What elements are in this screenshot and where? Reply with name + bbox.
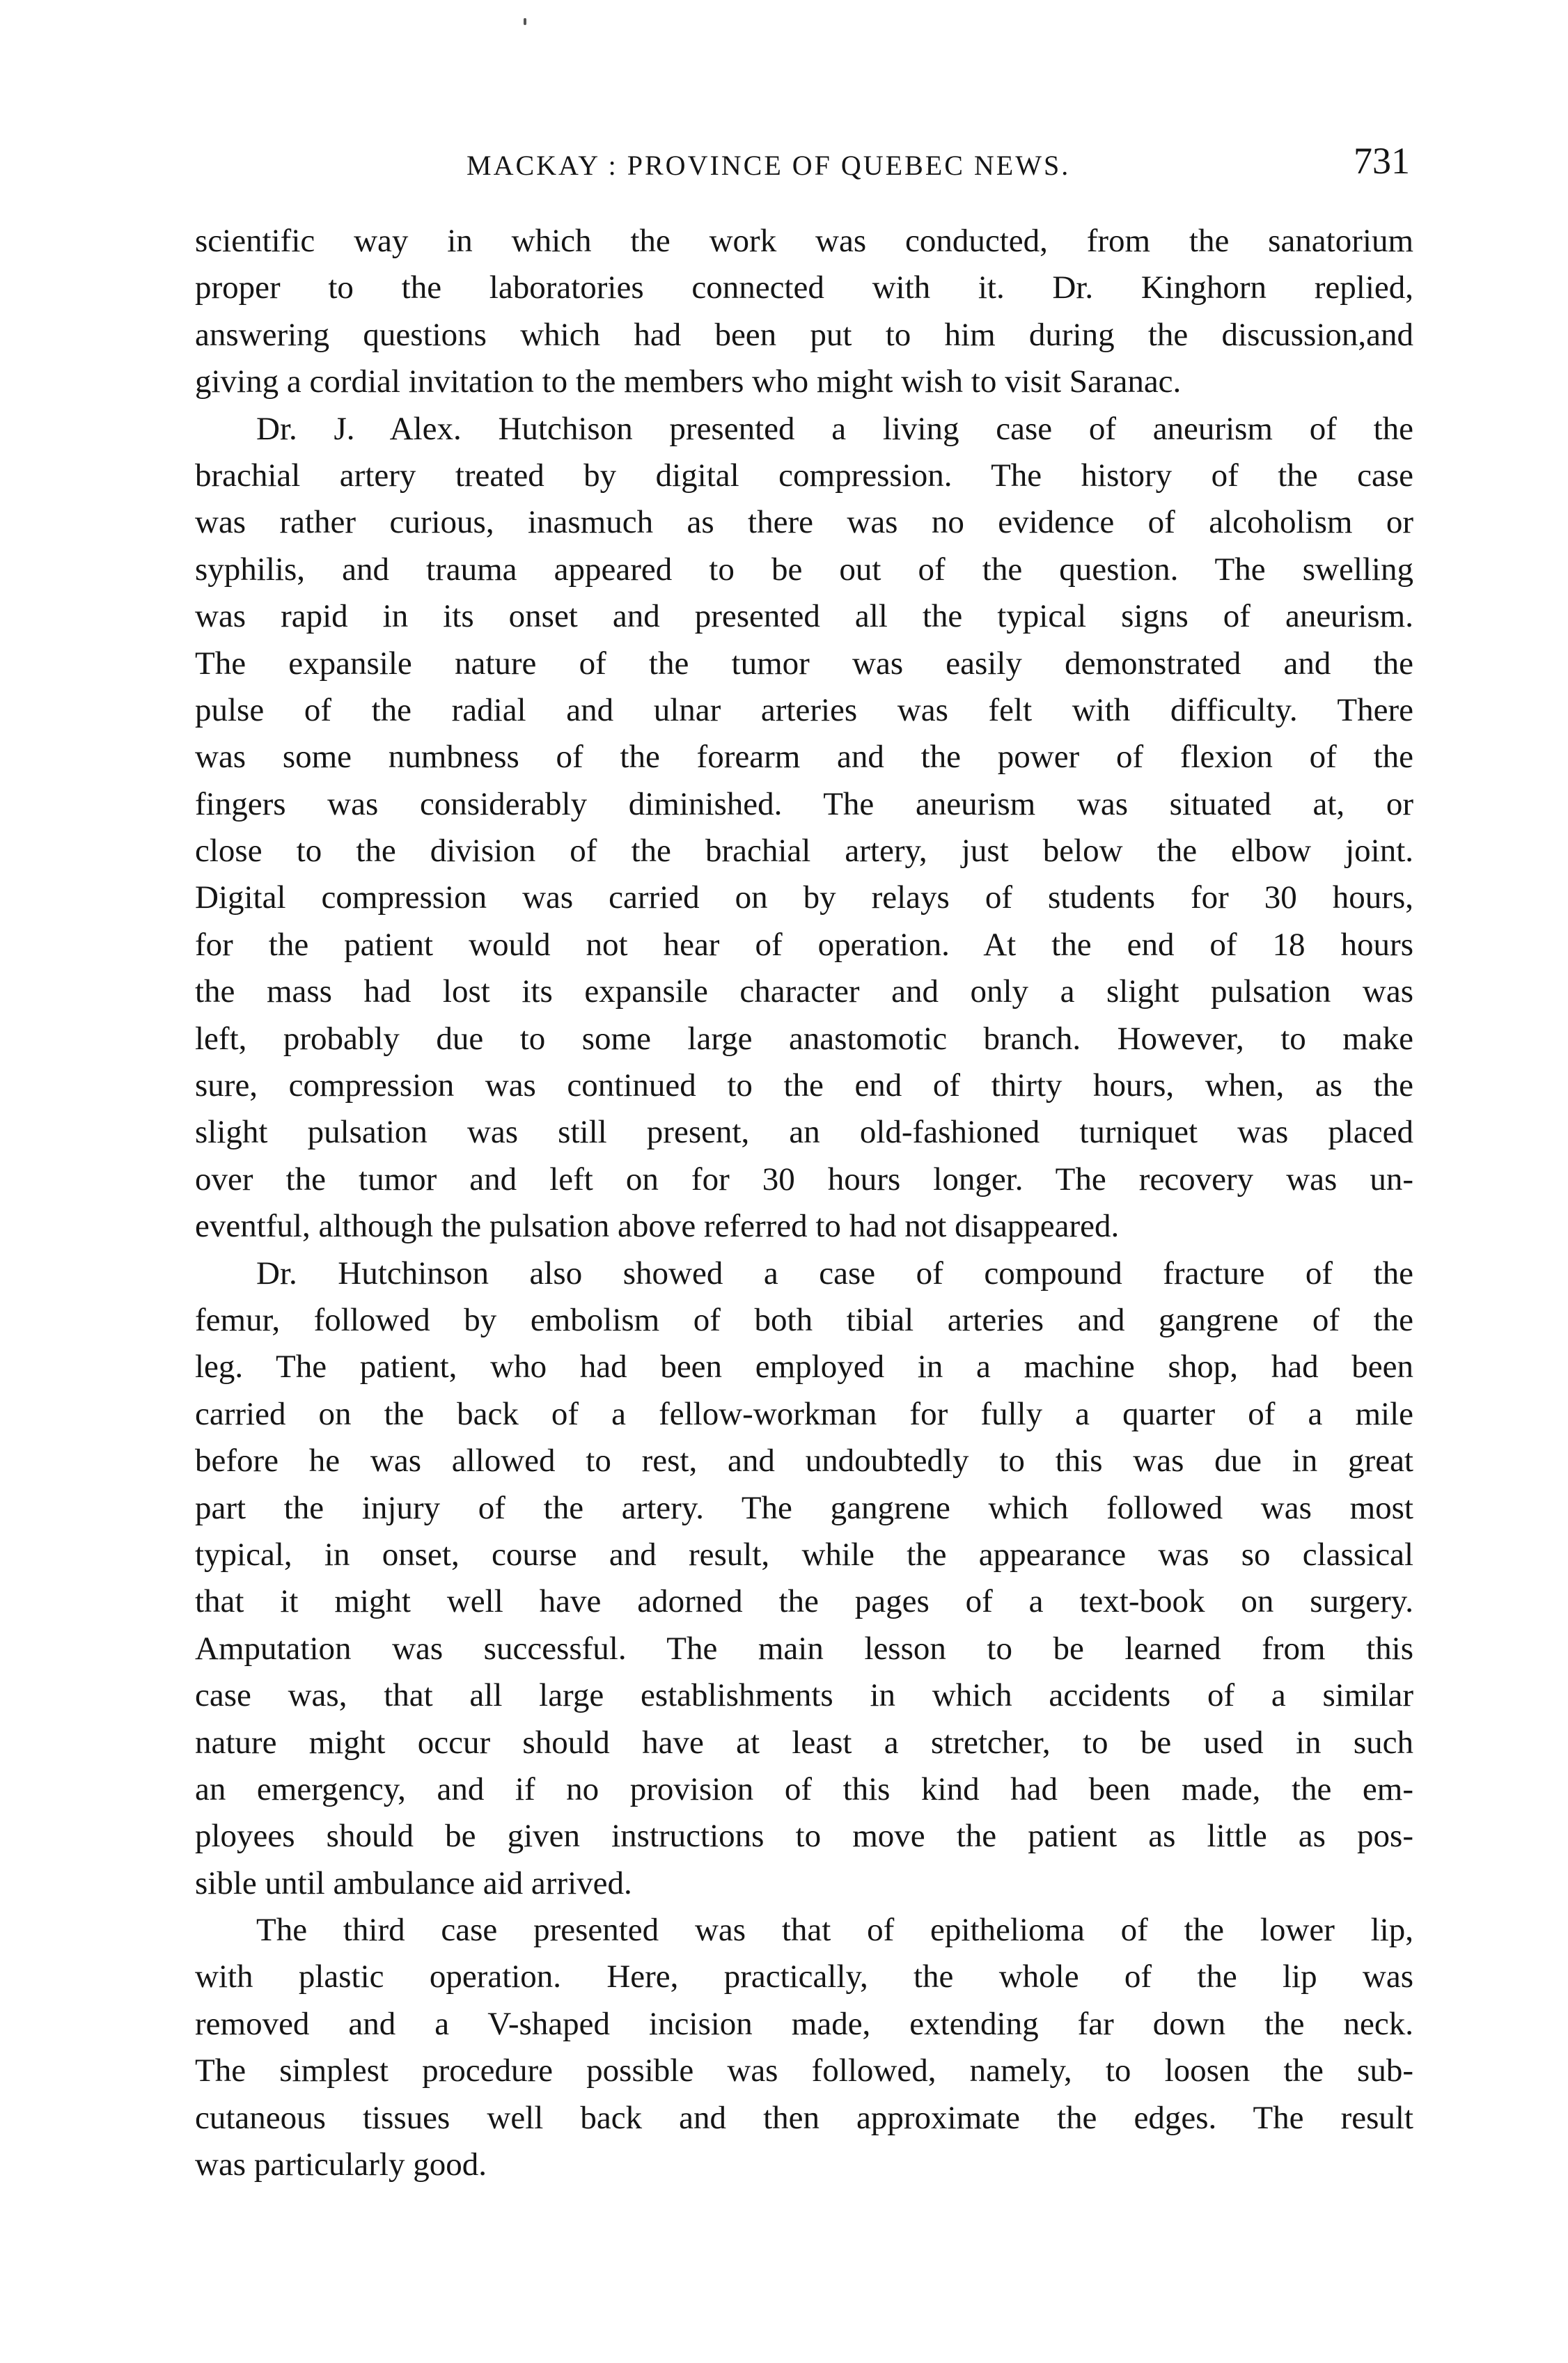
stray-ink-mark bbox=[524, 18, 526, 25]
text-line: giving a cordial invitation to the members who might wish to visit Saranac. bbox=[195, 363, 1182, 400]
text-line: was some numbness of the forearm and the power of flexion of the bbox=[195, 739, 1413, 776]
running-title: MACKAY : PROVINCE OF QUEBEC NEWS. bbox=[467, 150, 1071, 181]
text-line: with plastic operation. Here, practically, the whole of the lip was bbox=[195, 1958, 1413, 1995]
text-line: proper to the laboratories connected with it. Dr. Kinghorn replied, bbox=[195, 269, 1413, 306]
text-line: carried on the back of a fellow-workman for fully a quarter of a mile bbox=[195, 1395, 1413, 1432]
text-line: left, probably due to some large anastomotic branch. However, to make bbox=[195, 1020, 1413, 1057]
text-line: case was, that all large establishments in which accidents of a similar bbox=[195, 1677, 1413, 1714]
text-line: for the patient would not hear of operation. At the end of 18 hours bbox=[195, 926, 1413, 963]
text-line: syphilis, and trauma appeared to be out of the question. The swelling bbox=[195, 551, 1413, 588]
text-line: Dr. Hutchinson also showed a case of compound fracture of the bbox=[256, 1255, 1413, 1292]
text-line: leg. The patient, who had been employed in a machine shop, had been bbox=[195, 1349, 1413, 1385]
text-line: slight pulsation was still present, an old-fashioned turniquet was placed bbox=[195, 1114, 1413, 1151]
text-line: brachial artery treated by digital compression. The history of the case bbox=[195, 457, 1413, 494]
text-line: was particularly good. bbox=[195, 2146, 487, 2183]
text-line: cutaneous tissues well back and then approximate the edges. The result bbox=[195, 2099, 1413, 2136]
page-number: 731 bbox=[1354, 140, 1410, 182]
text-line: sure, compression was continued to the end of thirty hours, when, as the bbox=[195, 1067, 1413, 1104]
text-line: before he was allowed to rest, and undoubtedly to this was due in great bbox=[195, 1443, 1413, 1479]
text-line: part the injury of the artery. The gangrene which followed was most bbox=[195, 1489, 1413, 1526]
text-line: The expansile nature of the tumor was easily demonstrated and the bbox=[195, 645, 1413, 682]
text-line: fingers was considerably diminished. The aneurism was situated at, or bbox=[195, 785, 1413, 822]
text-line: The simplest procedure possible was followed, namely, to loosen the sub- bbox=[195, 2052, 1413, 2089]
text-line: over the tumor and left on for 30 hours longer. The recovery was un- bbox=[195, 1161, 1413, 1198]
text-line: Dr. J. Alex. Hutchison presented a living case of aneurism of the bbox=[256, 410, 1413, 447]
text-line: that it might well have adorned the pages of a text-book on surgery. bbox=[195, 1583, 1413, 1620]
text-line: The third case presented was that of epithelioma of the lower lip, bbox=[256, 1912, 1413, 1949]
text-line: the mass had lost its expansile character and only a slight pulsation was bbox=[195, 973, 1413, 1010]
text-line: close to the division of the brachial artery, just below the elbow joint. bbox=[195, 833, 1413, 870]
text-line: was rapid in its onset and presented all the typical signs of aneurism. bbox=[195, 598, 1413, 635]
text-line: Digital compression was carried on by relays of students for 30 hours, bbox=[195, 879, 1413, 916]
text-line: typical, in onset, course and result, while the appearance was so classical bbox=[195, 1536, 1413, 1573]
text-line: answering questions which had been put to him during the discussion,and bbox=[195, 316, 1413, 353]
running-head bbox=[195, 139, 1413, 195]
text-line: was rather curious, inasmuch as there was no evidence of alcoholism or bbox=[195, 504, 1413, 541]
body-text bbox=[195, 218, 1413, 2188]
text-line: eventful, although the pulsation above referred to had not disappeared. bbox=[195, 1208, 1120, 1245]
text-line: an emergency, and if no provision of this kind had been made, the em- bbox=[195, 1771, 1413, 1807]
text-line: removed and a V-shaped incision made, extending far down the neck. bbox=[195, 2005, 1413, 2042]
text-line: pulse of the radial and ulnar arteries was felt with difficulty. There bbox=[195, 691, 1413, 728]
text-line: scientific way in which the work was conducted, from the sanatorium bbox=[195, 223, 1413, 259]
text-line: nature might occur should have at least a stretcher, to be used in such bbox=[195, 1724, 1413, 1761]
text-line: Amputation was successful. The main lesson to be learned from this bbox=[195, 1630, 1413, 1667]
text-line: ployees should be given instructions to move the patient as little as pos- bbox=[195, 1818, 1413, 1855]
text-line: sible until ambulance aid arrived. bbox=[195, 1865, 632, 1901]
text-line: femur, followed by embolism of both tibial arteries and gangrene of the bbox=[195, 1301, 1413, 1338]
